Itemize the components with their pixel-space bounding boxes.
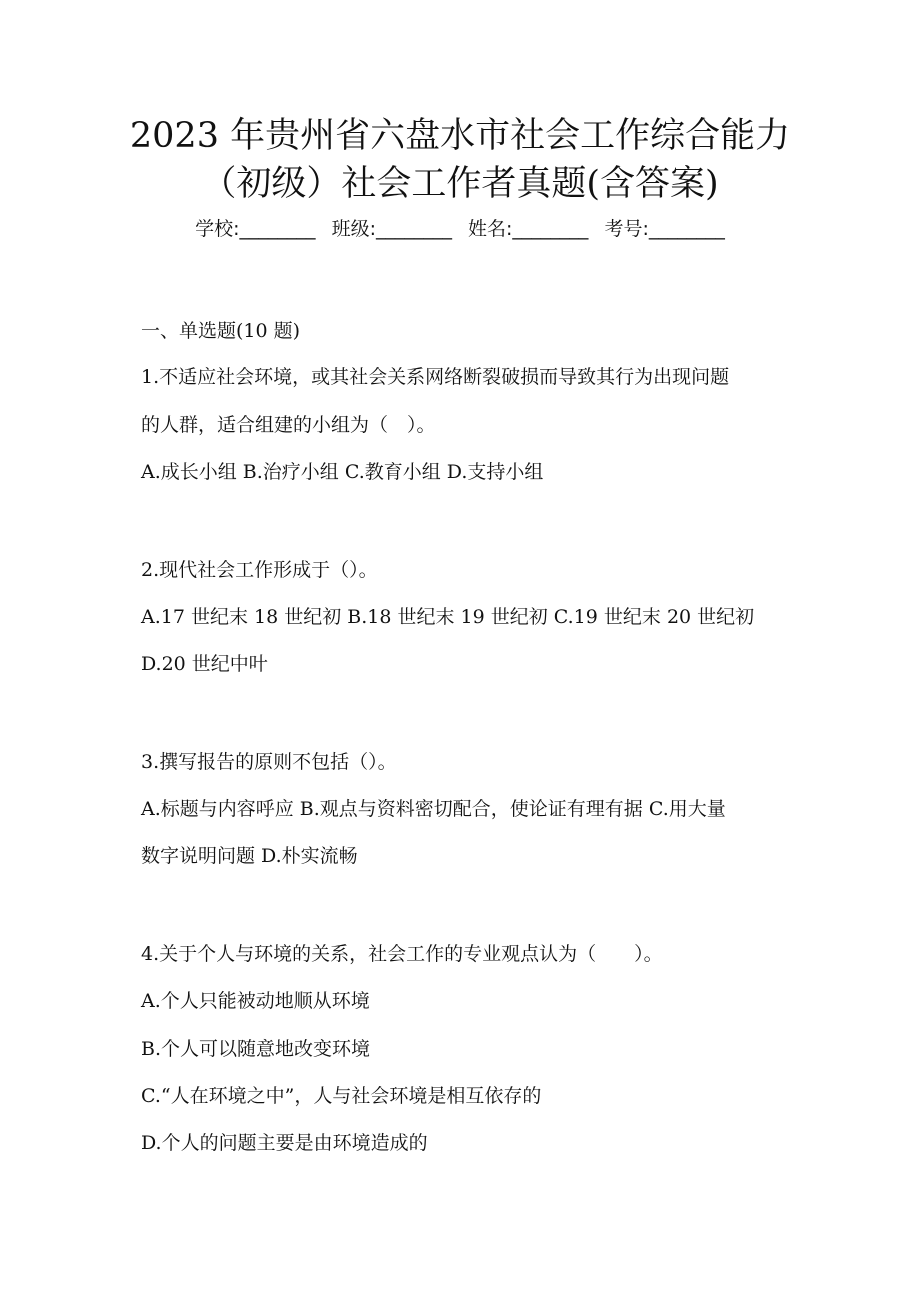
question-3-options-line-2: 数字说明问题 D.朴实流畅: [141, 845, 358, 867]
question-2-options-line-1: A.17 世纪末 18 世纪初 B.18 世纪末 19 世纪初 C.19 世纪末 20 世纪初: [141, 606, 755, 628]
question-2-options-line-2: D.20 世纪中叶: [141, 653, 268, 675]
exam-title-line-1: 2023 年贵州省六盘水市社会工作综合能力: [129, 116, 791, 156]
question-3-stem: 3.撰写报告的原则不包括（）。: [141, 751, 397, 773]
class-field: 班级:________: [331, 218, 452, 240]
number-field: 考号:________: [604, 218, 725, 240]
student-info-row: [0, 216, 920, 242]
name-field: 姓名:________: [468, 218, 589, 240]
question-2-stem: 2.现代社会工作形成于（）。: [141, 559, 378, 581]
question-4-option-d: D.个人的问题主要是由环境造成的: [141, 1132, 428, 1154]
section-heading: 一、单选题(10 题): [141, 320, 301, 342]
question-4-option-a: A.个人只能被动地顺从环境: [141, 990, 370, 1012]
question-4-option-c: C.“人在环境之中”，人与社会环境是相互依存的: [141, 1085, 542, 1107]
question-4-stem: 4.关于个人与环境的关系，社会工作的专业观点认为（ ）。: [141, 943, 663, 965]
question-1-options: A.成长小组 B.治疗小组 C.教育小组 D.支持小组: [141, 461, 544, 483]
question-1-stem-line-1: 1.不适应社会环境，或其社会关系网络断裂破损而导致其行为出现问题: [141, 366, 730, 388]
question-1-stem-line-2: 的人群，适合组建的小组为（ ）。: [141, 414, 436, 436]
question-4-option-b: B.个人可以随意地改变环境: [141, 1038, 371, 1060]
exam-title-line-2: （初级）社会工作者真题(含答案): [201, 164, 719, 204]
school-field: 学校:________: [195, 218, 316, 240]
question-3-options-line-1: A.标题与内容呼应 B.观点与资料密切配合，使论证有理有据 C.用大量: [141, 798, 726, 820]
